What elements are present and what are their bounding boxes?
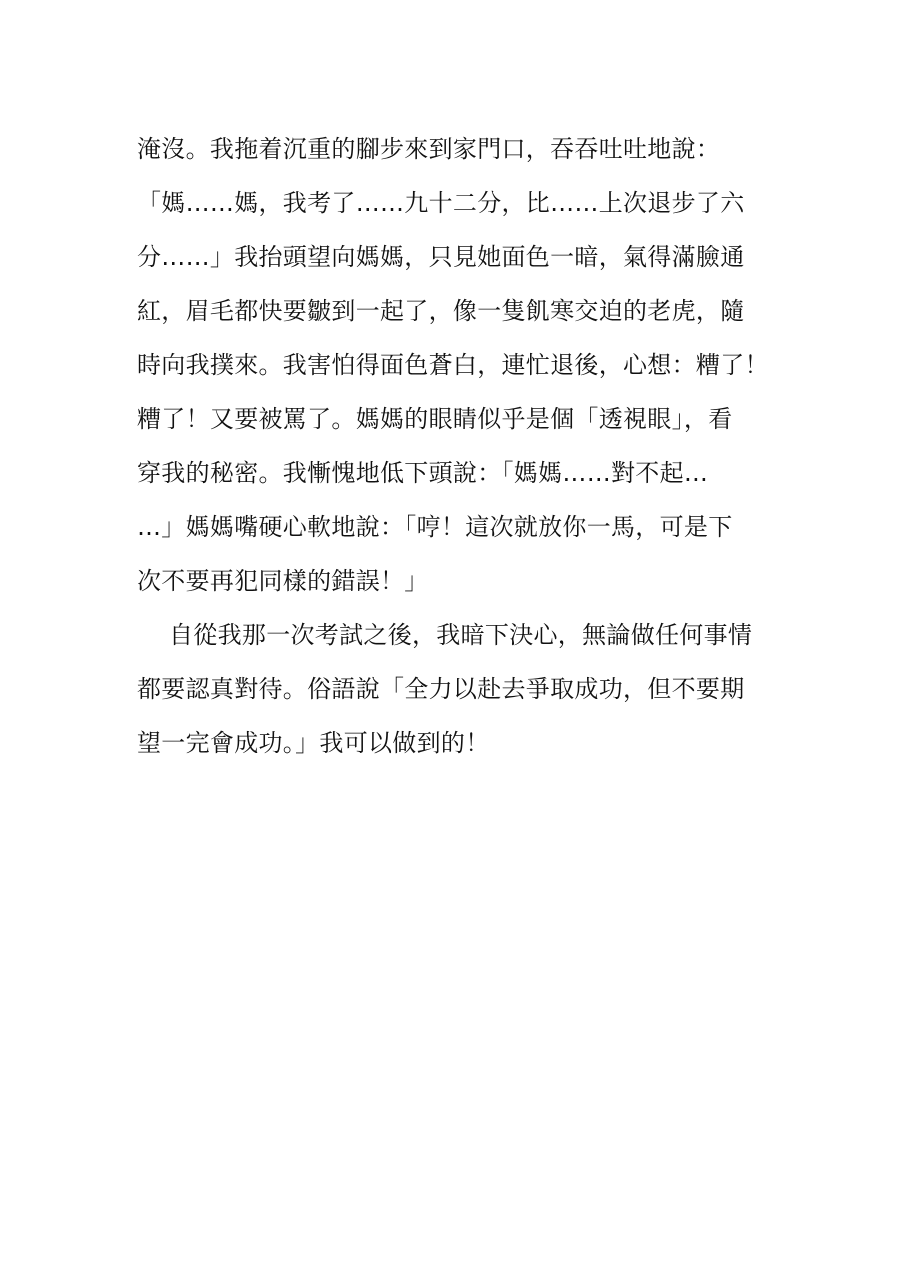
text-line: 淹沒。我拖着沉重的腳步來到家門口，吞吞吐吐地說：	[137, 135, 721, 163]
paragraph-start-line: 自從我那一次考試之後，我暗下決心，無論做任何事情	[169, 621, 753, 649]
text-line: 時向我撲來。我害怕得面色蒼白，連忙退後，心想：糟了！	[137, 351, 769, 379]
text-line: 紅，眉毛都快要皺到一起了，像一隻飢寒交迫的老虎，隨	[137, 297, 745, 325]
text-line: 穿我的秘密。我慚愧地低下頭說：「媽媽……對不起…	[137, 459, 709, 487]
text-line: 望一完會成功。」我可以做到的！	[137, 729, 490, 757]
essay-body	[137, 122, 777, 770]
text-line: 次不要再犯同樣的錯誤！」	[137, 567, 429, 595]
text-line: 糟了！又要被罵了。媽媽的眼睛似乎是個「透視眼」，看	[137, 405, 733, 433]
text-line: 分……」我抬頭望向媽媽，只見她面色一暗，氣得滿臉通	[137, 243, 745, 271]
text-line: …」媽媽嘴硬心軟地說：「哼！這次就放你一馬，可是下	[137, 513, 733, 541]
text-line: 都要認真對待。俗語說「全力以赴去爭取成功，但不要期	[137, 675, 745, 703]
text-line: 「媽……媽，我考了……九十二分，比……上次退步了六	[137, 189, 745, 217]
